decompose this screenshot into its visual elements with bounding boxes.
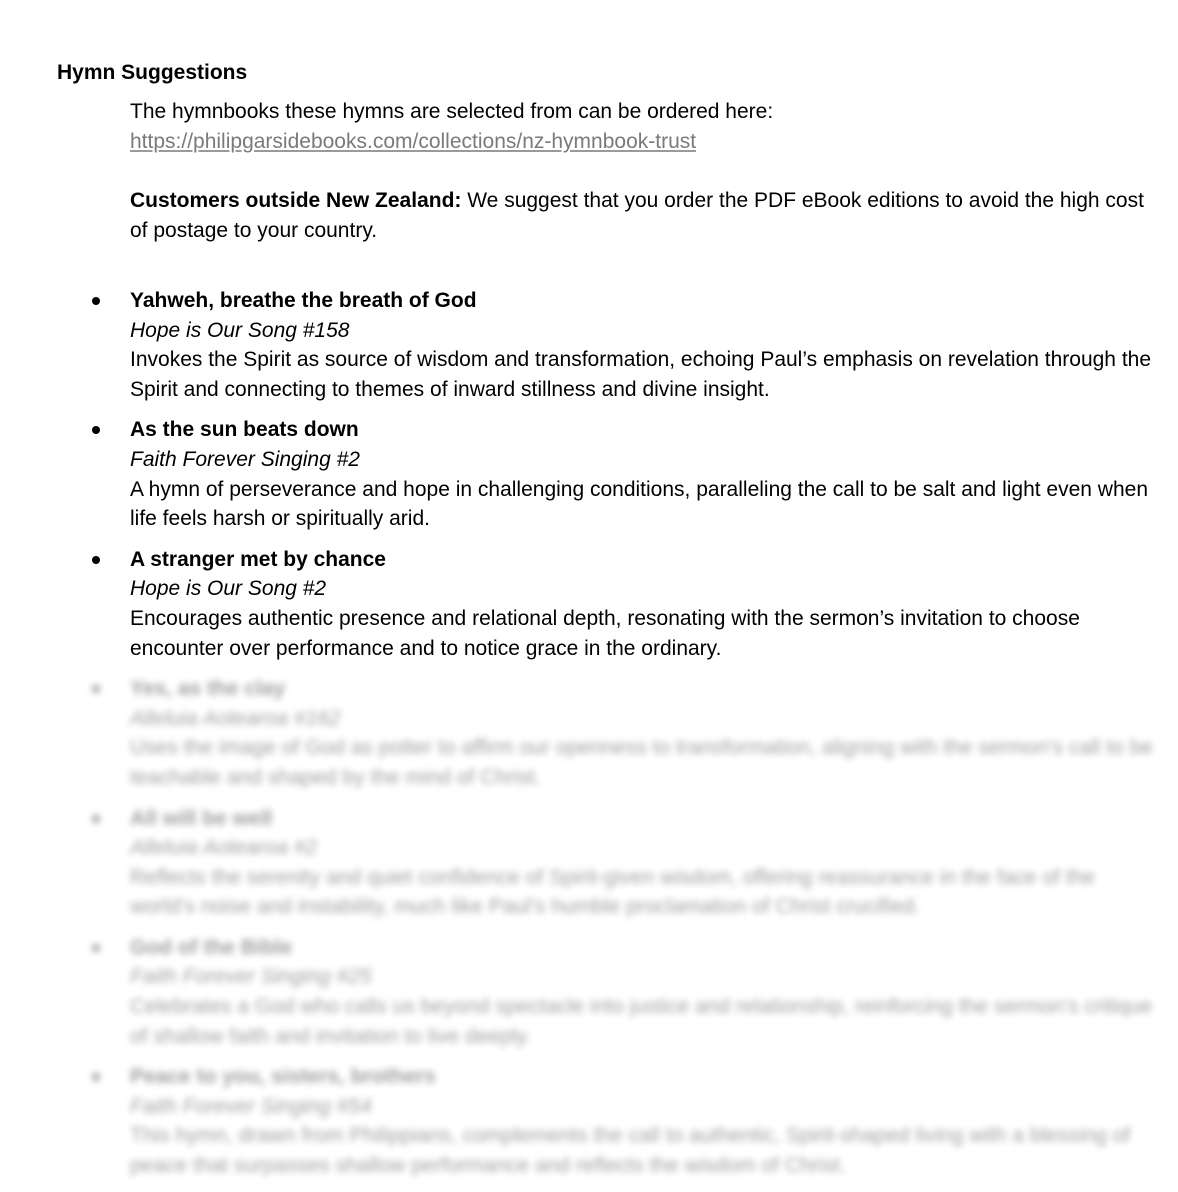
hymn-source: Faith Forever Singing #2: [130, 447, 360, 471]
hymn-description: This hymn, drawn from Philippians, complements the call to authentic, Spirit-shaped living with a blessing of peace that surpasses shallow performance and reflects the wisdom of Christ.: [130, 1124, 1131, 1178]
hymn-source: Faith Forever Singing #54: [130, 1094, 372, 1118]
intro-section: [130, 97, 1160, 246]
bullet-icon: [92, 944, 100, 952]
hymn-description: Reflects the serenity and quiet confidence of Spirit-given wisdom, offering reassurance in the face of the world’s noise and instability, much like Paul’s humble proclamation of Christ crucified.: [130, 865, 1095, 919]
hymn-item-blurred: [0, 933, 1160, 1051]
notice-text: We suggest that you order the PDF eBook editions to avoid the high cost of postage to your country.: [130, 189, 1144, 242]
hymn-item-blurred: [0, 804, 1160, 922]
hymn-title: A stranger met by chance: [130, 547, 386, 571]
page-title: Hymn Suggestions: [57, 61, 248, 84]
hymn-title: All will be well: [130, 806, 273, 830]
hymn-title: Yahweh, breathe the breath of God: [130, 289, 477, 312]
hymn-description: A hymn of perseverance and hope in challenging conditions, paralleling the call to be salt and light even when life feels harsh or spiritually arid.: [130, 477, 1149, 531]
bullet-icon: [92, 1073, 100, 1081]
hymn-title: Yes, as the clay: [130, 677, 286, 701]
notice-label: Customers outside New Zealand:: [130, 189, 462, 212]
hymn-item-blurred: [0, 674, 1160, 792]
hymn-description: Invokes the Spirit as source of wisdom and transformation, echoing Paul’s emphasis on revelation through the Spirit and connecting to themes of inward stillness and divine insight.: [130, 348, 1152, 401]
bullet-icon: [92, 297, 100, 305]
hymn-description: Encourages authentic presence and relational depth, resonating with the sermon’s invitation to choose encounter over performance and to notice grace in the ordinary.: [130, 606, 1080, 660]
bullet-icon: [92, 426, 100, 434]
hymn-list: [0, 286, 1178, 1192]
hymn-source: Faith Forever Singing #25: [130, 965, 372, 989]
hymn-item: [0, 415, 1160, 533]
hymn-description: Celebrates a God who calls us beyond spectacle into justice and relationship, reinforcing the sermon’s critique of shallow faith and invitation to live deeply.: [130, 995, 1153, 1048]
paragraph-gap: [130, 157, 1160, 186]
order-link[interactable]: https://philipgarsidebooks.com/collections/nz-hymnbook-trust: [130, 130, 697, 153]
hymn-item: [0, 286, 1160, 404]
hymn-title: God of the Bible: [130, 935, 293, 959]
bullet-icon: [92, 815, 100, 823]
notice-paragraph: [130, 186, 1160, 246]
hymn-source: Hope is Our Song #158: [130, 318, 350, 342]
hymn-source: Alleluia Aotearoa #2: [130, 836, 318, 860]
intro-text: The hymnbooks these hymns are selected from can be ordered here:: [130, 100, 774, 123]
hymn-source: Hope is Our Song #2: [130, 577, 327, 601]
hymn-item: [0, 545, 1160, 663]
hymn-item-blurred: [0, 1062, 1160, 1180]
bullet-icon: [92, 685, 100, 693]
hymn-source: Alleluia Aotearoa #162: [130, 706, 341, 730]
hymn-title: Peace to you, sisters, brothers: [130, 1065, 436, 1089]
bullet-icon: [92, 556, 100, 564]
hymn-description: Uses the image of God as potter to affirm our openness to transformation, aligning with the sermon’s call to be teachable and shaped by the mind of Christ.: [130, 736, 1153, 789]
hymn-title: As the sun beats down: [130, 418, 359, 442]
